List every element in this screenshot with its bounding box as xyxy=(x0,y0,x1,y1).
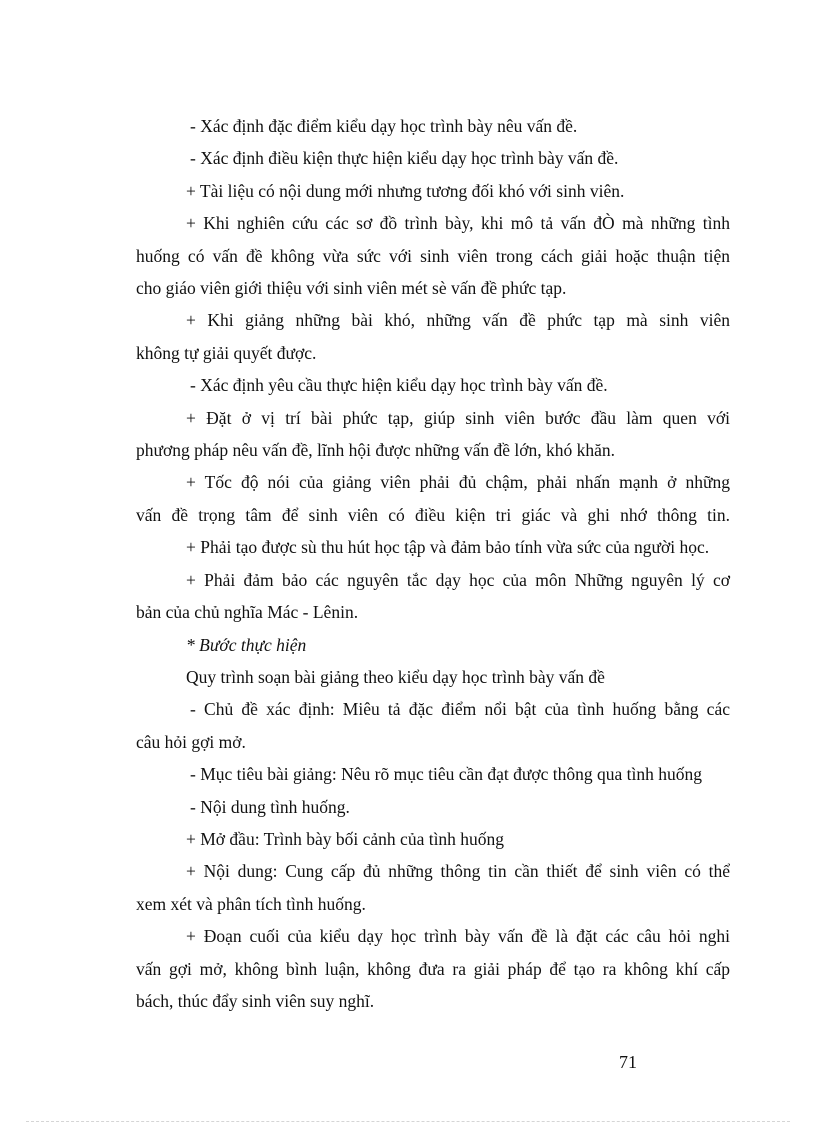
text-line: huống có vấn đề không vừa sức với sinh viên trong cách giải hoặc thuận tiện xyxy=(136,245,730,266)
text-line: + Khi nghiên cứu các sơ đồ trình bày, khi mô tả vấn đÒ mà những tình xyxy=(186,213,730,234)
text-line: không tự giải quyết được. xyxy=(136,342,317,363)
text-line: + Nội dung: Cung cấp đủ những thông tin cần thiết để sinh viên có thể xyxy=(186,861,730,882)
text-line: + Đặt ở vị trí bài phức tạp, giúp sinh viên bước đầu làm quen với xyxy=(186,407,730,428)
section-heading: * Bước thực hiện xyxy=(186,634,307,655)
text-line: - Nội dung tình huống. xyxy=(190,796,350,817)
page-divider xyxy=(26,1121,790,1122)
text-line: - Xác định điều kiện thực hiện kiểu dạy học trình bày vấn đề. xyxy=(190,148,619,169)
text-line: - Chủ đề xác định: Miêu tả đặc điểm nổi bật của tình huống bằng các xyxy=(190,699,730,720)
text-line: - Xác định đặc điểm kiểu dạy học trình bày nêu vấn đề. xyxy=(190,116,578,136)
text-line: vấn đề trọng tâm để sinh viên có điều kiện tri giác và ghi nhớ thông tin. xyxy=(136,504,730,525)
text-line: + Đoạn cuối của kiểu dạy học trình bày vấn đề là đặt các câu hỏi nghi xyxy=(186,926,730,947)
text-line: - Mục tiêu bài giảng: Nêu rõ mục tiêu cần đạt được thông qua tình huống xyxy=(190,764,703,785)
text-line: + Khi giảng những bài khó, những vấn đề phức tạp mà sinh viên xyxy=(186,310,730,331)
text-line: + Phải đảm bảo các nguyên tắc dạy học của môn Những nguyên lý cơ xyxy=(186,569,730,590)
text-line: phương pháp nêu vấn đề, lĩnh hội được những vấn đề lớn, khó khăn. xyxy=(136,440,616,461)
text-line: xem xét và phân tích tình huống. xyxy=(136,893,366,914)
document-body xyxy=(136,110,730,1017)
text-line: + Phải tạo được sù thu hút học tập và đảm bảo tính vừa sức của người học. xyxy=(186,537,710,558)
text-line: bản của chủ nghĩa Mác - Lênin. xyxy=(136,602,359,623)
text-line: + Tốc độ nói của giảng viên phải đủ chậm, phải nhấn mạnh ở những xyxy=(186,472,730,493)
text-line: vấn gợi mở, không bình luận, không đưa ra giải pháp để tạo ra không khí cấp xyxy=(136,958,730,979)
text-line: Quy trình soạn bài giảng theo kiểu dạy học trình bày vấn đề xyxy=(186,666,605,687)
text-line: - Xác định yêu cầu thực hiện kiểu dạy học trình bày vấn đề. xyxy=(190,375,608,396)
text-line: + Mở đầu: Trình bày bối cảnh của tình huống xyxy=(186,828,505,849)
text-line: câu hỏi gợi mở. xyxy=(136,731,246,752)
text-line: + Tài liệu có nội dung mới nhưng tương đối khó với sinh viên. xyxy=(186,180,625,201)
page-number: 71 xyxy=(619,1052,637,1072)
text-line: cho giáo viên giới thiệu với sinh viên mét sè vấn đề phức tạp. xyxy=(136,278,567,299)
text-line: bách, thúc đẩy sinh viên suy nghĩ. xyxy=(136,990,375,1011)
